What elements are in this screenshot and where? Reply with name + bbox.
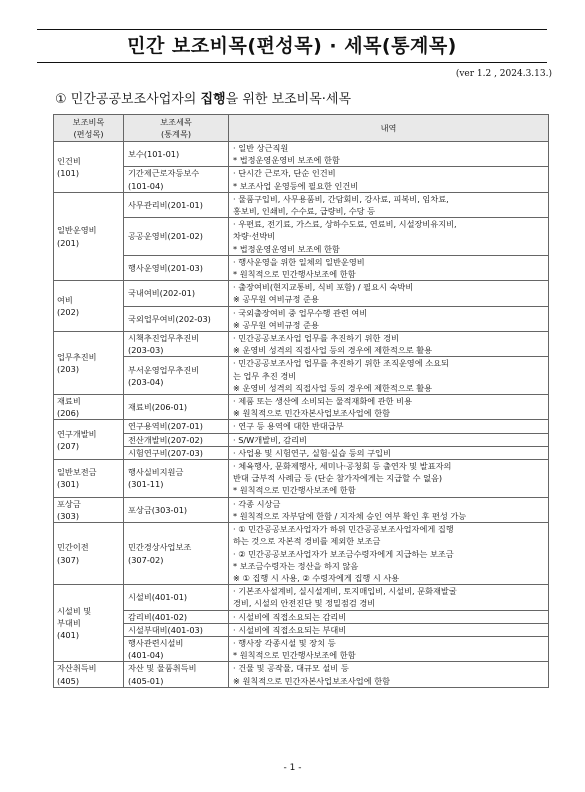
subcategory-cell: [124, 281, 229, 306]
header-category: [54, 115, 124, 142]
header-details: [229, 115, 549, 142]
details-line: · 사업용 및 시험연구, 실험·실습 등의 구입비: [233, 447, 391, 458]
category-text: 재료비 (206): [57, 396, 81, 419]
category-text: 연구개발비 (207): [57, 428, 97, 451]
details-line: * 보조사업 운영등에 필요한 인건비: [233, 180, 359, 191]
details-line: ※ 공무원 여비규정 준용: [233, 294, 319, 305]
details-cell: [229, 332, 549, 357]
details-line: · 체육행사, 문화제행사, 세미나·공청회 등 출연자 및 발표자의: [233, 461, 452, 472]
details-line: * 원칙적으로 민간행사보조에 한함: [233, 269, 356, 280]
subcategory-cell: [124, 306, 229, 331]
subcategory-cell: [124, 460, 229, 498]
category-cell: [54, 497, 124, 522]
subcategory-text: 부서운영업무추진비 (203-04): [128, 364, 200, 387]
category-text: 포상금 (303): [57, 498, 81, 521]
details-cell: [229, 610, 549, 623]
details-line: 경비, 시설의 안전진단 및 정밀점검 경비: [233, 598, 376, 609]
table-row: [54, 420, 549, 433]
details-line: * 보조금수령자는 정산을 하지 않음: [233, 560, 359, 571]
category-cell: [54, 420, 124, 460]
details-line: · 제품 또는 생산에 소비되는 물적재화에 관한 비용: [233, 396, 413, 407]
details-cell: [229, 460, 549, 498]
subcategory-cell: [124, 420, 229, 433]
details-cell: [229, 420, 549, 433]
table-row: [54, 281, 549, 306]
table-row: [54, 623, 549, 636]
details-cell: [229, 662, 549, 687]
subcategory-cell: [124, 636, 229, 661]
subcategory-text: 시설부대비(401-03): [128, 624, 203, 635]
subcategory-cell: [124, 218, 229, 256]
section-heading-emphasis: 집행: [200, 92, 226, 107]
section-heading-suffix: 을 위한 보조비목·세목: [225, 92, 352, 107]
details-line: · 우편료, 전기료, 가스료, 상하수도료, 연료비, 시설장비유지비,: [233, 219, 457, 230]
category-text: 자산취득비 (405): [57, 663, 97, 686]
header-subcategory-text: 보조세목 (통계목): [160, 116, 192, 139]
details-cell: [229, 167, 549, 192]
subcategory-cell: [124, 446, 229, 459]
version-label: (ver 1.2 , 2024.3.13.): [455, 69, 552, 79]
category-cell: [54, 662, 124, 687]
subcategory-text: 재료비(206-01): [128, 402, 188, 413]
details-line: ※ 공무원 여비규정 준용: [233, 319, 319, 330]
details-line: · 기본조사설계비, 실시설계비, 토지매입비, 시설비, 문화재발굴: [233, 586, 457, 597]
details-cell: [229, 636, 549, 661]
table-row: [54, 460, 549, 498]
subcategory-cell: [124, 255, 229, 280]
header-details-text: 내역: [380, 122, 397, 133]
subcategory-text: 국외업무여비(202-03): [128, 313, 211, 324]
table-row: [54, 636, 549, 661]
subcategory-text: 국내여비(202-01): [128, 288, 196, 299]
details-line: * 원칙적으로 민간행사보조에 한함: [233, 650, 356, 661]
details-cell: [229, 446, 549, 459]
category-text: 일반보전금 (301): [57, 467, 97, 490]
category-cell: [54, 142, 124, 193]
category-cell: [54, 395, 124, 420]
details-line: · 행사장 각종시설 및 장치 등: [233, 637, 336, 648]
details-line: ※ ① 집행 시 사용, ② 수령자에게 집행 시 사용: [233, 572, 400, 583]
subcategory-cell: [124, 332, 229, 357]
subcategory-cell: [124, 433, 229, 446]
section-heading-prefix: ① 민간공공보조사업자의: [55, 92, 201, 107]
subcategory-text: 시설비(401-01): [128, 592, 188, 603]
page-title: 민간 보조비목(편성목) · 세목(통계목): [37, 29, 547, 63]
header-category-text: 보조비목 (편성목): [72, 116, 105, 139]
details-cell: [229, 218, 549, 256]
details-line: 는 업무 추진 경비: [233, 370, 297, 381]
table-row: [54, 306, 549, 331]
details-line: · 물품구입비, 사무용품비, 간담회비, 강사료, 피복비, 임차료,: [233, 193, 449, 204]
table-row: [54, 446, 549, 459]
category-text: 여비 (202): [57, 294, 80, 318]
details-line: · ② 민간공공보조사업자가 보조금수령자에게 지급하는 보조금: [233, 548, 454, 559]
details-line: · 각종 시상금: [233, 498, 281, 509]
subcategory-cell: [124, 357, 229, 395]
subcategory-cell: [124, 167, 229, 192]
subcategory-text: 자산 및 물품취득비 (405-01): [128, 663, 197, 686]
details-cell: [229, 523, 549, 585]
subcategory-text: 포상금(303-01): [128, 504, 188, 515]
details-line: ※ 운영비 성격의 직접사업 등의 경우에 제한적으로 활용: [233, 345, 433, 356]
details-line: · ① 민간공공보조사업자가 하위 민간공공보조사업자에게 집행: [233, 524, 454, 535]
details-line: · 단시간 근로자, 단순 인건비: [233, 168, 336, 179]
subcategory-cell: [124, 497, 229, 522]
table-body: [54, 142, 549, 688]
subcategory-cell: [124, 610, 229, 623]
table-row: [54, 395, 549, 420]
details-line: · 시설비에 직접소요되는 부대비: [233, 624, 347, 635]
details-cell: [229, 395, 549, 420]
category-cell: [54, 281, 124, 332]
details-line: 반대 급부적 사례금 등 (단순 참가자에게는 지급할 수 없음): [233, 473, 443, 484]
table-header-row: [54, 115, 549, 142]
details-line: ※ 원칙적으로 민간자본사업보조사업에 한함: [233, 408, 391, 419]
details-line: · 출장여비(현지교통비, 식비 포함) / 필요시 숙박비: [233, 282, 414, 293]
table-row: [54, 218, 549, 256]
table-row: [54, 662, 549, 687]
details-line: · 시설비에 직접소요되는 감리비: [233, 611, 347, 622]
section-heading: [55, 88, 351, 107]
subcategory-text: 행사실비지원금 (301-11): [128, 467, 184, 490]
details-cell: [229, 281, 549, 306]
details-line: · 연구 등 용역에 대한 반대급부: [233, 421, 344, 432]
subcategory-cell: [124, 192, 229, 217]
details-line: · 국외출장여비 중 업무수행 관련 여비: [233, 307, 368, 318]
details-line: 차량·선박비: [233, 231, 276, 242]
page-number: - 1 -: [283, 763, 302, 773]
subcategory-text: 보수(101-01): [128, 149, 180, 160]
category-text: 업무추진비 (203): [57, 351, 97, 375]
details-cell: [229, 306, 549, 331]
category-text: 민간이전 (307): [57, 542, 89, 565]
table-row: [54, 610, 549, 623]
details-line: * 법정운영운영비 보조에 한함: [233, 155, 340, 166]
details-line: ※ 운영비 성격의 직접사업 등의 경우에 제한적으로 활용: [233, 382, 433, 393]
subcategory-text: 행사관련시설비 (401-04): [128, 637, 184, 661]
details-cell: [229, 497, 549, 522]
details-cell: [229, 357, 549, 395]
table-row: [54, 357, 549, 395]
category-text: 인건비 (101): [57, 155, 81, 178]
category-text: 일반운영비 (201): [57, 225, 97, 248]
details-line: · 민간공공보조사업 업무를 추진하기 위한 조직운영에 소요되: [233, 358, 449, 369]
table-row: [54, 585, 549, 610]
subcategory-text: 연구용역비(207-01): [128, 421, 203, 432]
category-cell: [54, 460, 124, 498]
subcategory-cell: [124, 142, 229, 167]
subcategory-text: 행사운영비(201-03): [128, 262, 203, 273]
subcategory-cell: [124, 623, 229, 636]
subcategory-cell: [124, 662, 229, 687]
details-line: · 행사운영을 위한 일체의 일반운영비: [233, 256, 365, 267]
details-line: * 원칙적으로 자부담에 한함 / 지자체 승인 여부 확인 후 편성 가능: [233, 510, 467, 521]
details-cell: [229, 255, 549, 280]
subcategory-text: 시험연구비(207-03): [128, 447, 203, 458]
category-cell: [54, 332, 124, 395]
details-line: * 원칙적으로 민간행사보조에 한함: [233, 485, 356, 496]
subcategory-text: 민간경상사업보조 (307-02): [128, 542, 192, 565]
budget-table: [53, 114, 549, 688]
table-row: [54, 497, 549, 522]
category-cell: [54, 192, 124, 280]
details-line: 홍보비, 인쇄비, 수수료, 급량비, 수당 등: [233, 206, 376, 217]
details-cell: [229, 623, 549, 636]
header-subcategory: [124, 115, 229, 142]
table-row: [54, 255, 549, 280]
table-row: [54, 332, 549, 357]
subcategory-text: 공공운영비(201-02): [128, 231, 203, 242]
details-line: · 건물 및 공작물, 대규모 설비 등: [233, 663, 349, 674]
subcategory-text: 사무관리비(201-01): [128, 199, 203, 210]
details-line: * 법정운영운영비 보조에 한함: [233, 243, 340, 254]
details-cell: [229, 433, 549, 446]
table-row: [54, 433, 549, 446]
details-line: ※ 원칙적으로 민간자본사업보조사업에 한함: [233, 675, 391, 686]
subcategory-text: 전산개발비(207-02): [128, 434, 203, 445]
category-text: 시설비 및 부대비 (401): [57, 605, 92, 641]
details-line: · 민간공공보조사업 업무를 추진하기 위한 경비: [233, 333, 399, 344]
category-cell: [54, 523, 124, 585]
subcategory-text: 기간제근로자등보수 (101-04): [128, 168, 200, 191]
category-cell: [54, 585, 124, 662]
details-cell: [229, 585, 549, 610]
table-row: [54, 167, 549, 192]
table-row: [54, 523, 549, 585]
subcategory-cell: [124, 523, 229, 585]
details-cell: [229, 142, 549, 167]
details-line: · 일반 상근직원: [233, 143, 289, 153]
subcategory-cell: [124, 585, 229, 610]
table-row: [54, 192, 549, 217]
details-line: 하는 것으로 자본적 경비를 제외한 보조금: [233, 536, 381, 547]
subcategory-text: 시책추진업무추진비 (203-03): [128, 333, 200, 356]
details-cell: [229, 192, 549, 217]
table-row: [54, 142, 549, 167]
details-line: · S/W개발비, 감리비: [233, 434, 307, 445]
subcategory-cell: [124, 395, 229, 420]
subcategory-text: 감리비(401-02): [128, 611, 188, 622]
